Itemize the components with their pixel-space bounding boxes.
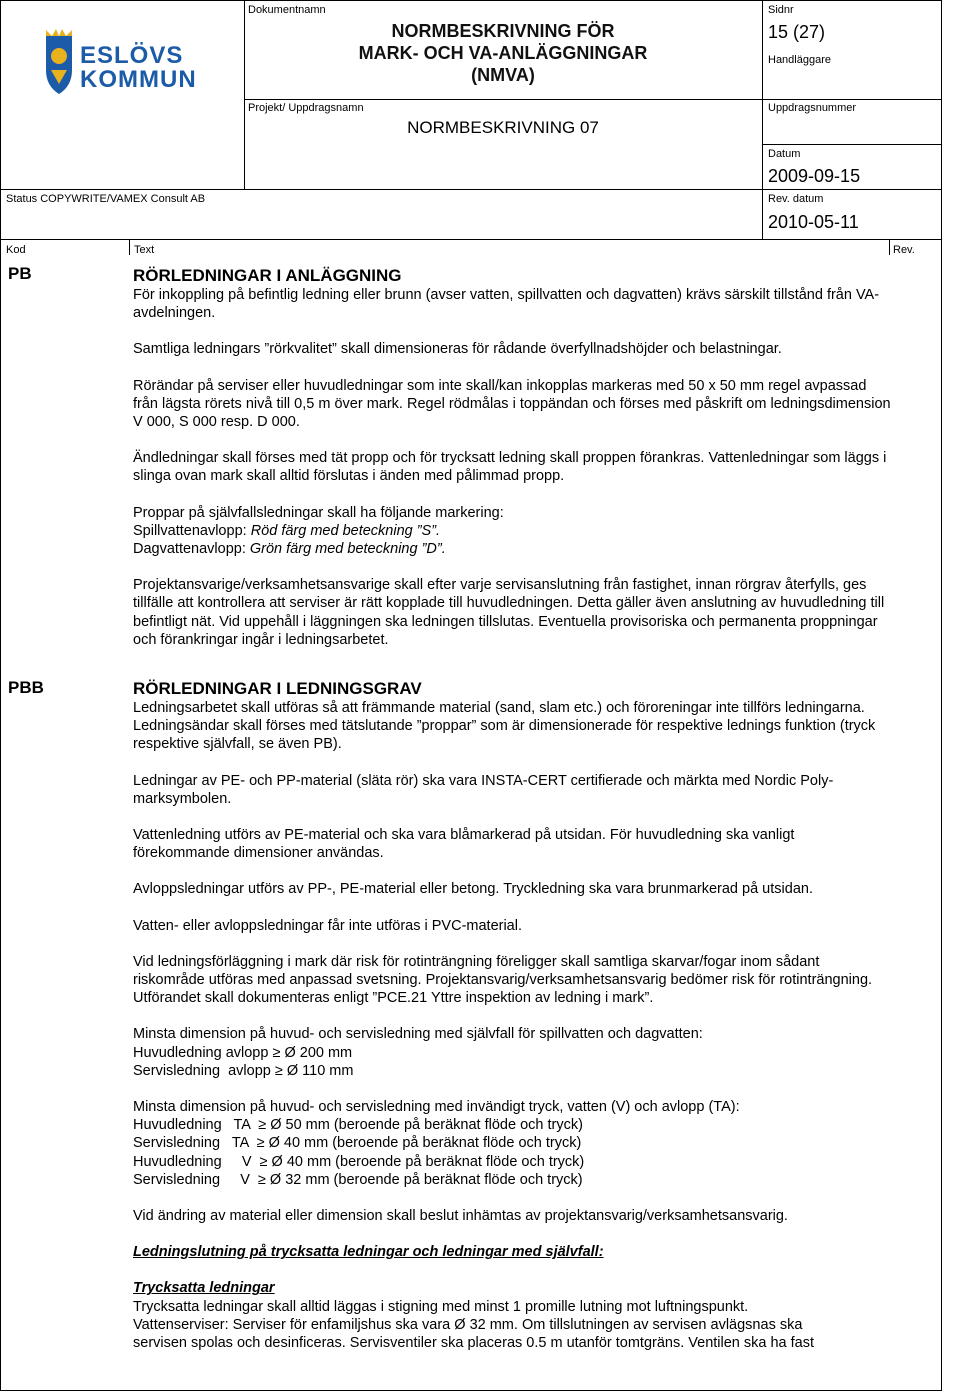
header-right-border — [941, 0, 942, 1391]
dag-label: Dagvattenavlopp: — [133, 541, 250, 558]
section-code-pbb: PBB — [8, 678, 44, 697]
header-divider-datum — [762, 144, 942, 145]
pb-paragraph-5-dag — [133, 540, 893, 558]
pbb-paragraph-8-line-1: Huvudledning TA ≥ Ø 50 mm (beroende på beräknat flöde och tryck) — [133, 1117, 583, 1134]
pbb-paragraph-8-line-4: Servisledning V ≥ Ø 32 mm (beroende på beräknat flöde och tryck) — [133, 1171, 583, 1188]
pbb-subheading-lutning: Ledningslutning på trycksatta ledningar och ledningar med självfall: — [133, 1244, 604, 1261]
pbb-paragraph-8-line-3: Huvudledning V ≥ Ø 40 mm (beroende på beräknat flöde och tryck) — [133, 1153, 585, 1170]
status-text: Status COPYWRITE/VAMEX Consult AB — [6, 193, 206, 205]
projekt-label: Projekt/ Uppdragsnamn — [248, 102, 364, 114]
title-line-2: MARK- OCH VA-ANLÄGGNINGAR — [358, 43, 648, 63]
uppdragsnummer-label: Uppdragsnummer — [768, 102, 857, 114]
dag-value: Grön färg med beteckning ”D”. — [249, 541, 446, 558]
spill-value: Röd färg med beteckning ”S”. — [250, 522, 441, 539]
header-divider-handlaggare — [762, 99, 942, 100]
pbb-paragraph-5: Vatten- eller avloppsledningar får inte utföras i PVC-material. — [133, 917, 523, 934]
section-pbb — [133, 678, 893, 1352]
pbb-paragraph-10-line-2: Vattenserviser: Serviser för enfamiljshus ska vara Ø 32 mm. Om tillslutningen av servisen avlägsnas ska — [133, 1316, 803, 1333]
pbb-paragraph-2: Ledningar av PE- och PP-material (släta rör) ska vara INSTA-CERT certifierade och märkta med Nordic Poly-marksymbolen. — [133, 772, 834, 807]
pbb-paragraph-7-line-2: Servisledning avlopp ≥ Ø 110 mm — [133, 1062, 354, 1079]
pbb-paragraph-8-line-2: Servisledning TA ≥ Ø 40 mm (beroende på beräknat flöde och tryck) — [133, 1135, 582, 1152]
pb-heading: RÖRLEDNINGAR I ANLÄGGNING — [133, 266, 402, 285]
pbb-heading: RÖRLEDNINGAR I LEDNINGSGRAV — [133, 679, 422, 698]
sidnr-value: 15 (27) — [768, 22, 826, 42]
pbb-paragraph-7-line-1: Huvudledning avlopp ≥ Ø 200 mm — [133, 1044, 353, 1061]
pbb-paragraph-10-line-1: Trycksatta ledningar skall alltid läggas i stigning med minst 1 promille lutning mot luftningspunkt. — [133, 1298, 749, 1315]
handlaggare-label: Handläggare — [768, 54, 831, 66]
header-bottom-border — [0, 239, 942, 240]
kod-column-divider — [129, 240, 130, 255]
header-col-title — [762, 0, 763, 240]
pb-paragraph-5-spill — [133, 522, 893, 540]
rev-column-divider — [889, 240, 890, 255]
datum-label: Datum — [768, 148, 801, 160]
pb-paragraph-6: Projektansvarige/verksamhetsansvarige skall efter varje servisanslutning från fastighet, innan rörgrav återfylls, ges tillfälle att kontrollera att serviser är rätt kopplade till huvudledningen. Detta gäller även anslutning av huvudledning till befintligt nät. Vid uppehåll i läggningen ska ledningen tillslutas. Eventuella provisoriska och permanenta proppningar och förankringar ingår i ledningsarbetet. — [133, 577, 885, 648]
header-top-border — [0, 0, 942, 1]
kod-column-header: Kod — [6, 244, 26, 256]
header-col-logo — [244, 0, 245, 190]
logo-text-line2: KOMMUN — [80, 66, 197, 93]
crest-icon — [46, 29, 72, 94]
pb-paragraph-4: Ändledningar skall förses med tät propp och för trycksatt ledning skall proppen förankras. Vattenledningar som läggs i slinga ovan mark skall alltid förslutas i änden med pålimmad propp. — [133, 450, 887, 485]
pbb-paragraph-9: Vid ändring av material eller dimension skall beslut inhämtas av projektansvarig/verksamhetsansvarig. — [133, 1208, 788, 1225]
dokumentnamn-label: Dokumentnamn — [248, 4, 326, 16]
sidnr-label: Sidnr — [768, 4, 794, 16]
pbb-paragraph-8-intro: Minsta dimension på huvud- och servisledning med invändigt tryck, vatten (V) och avlopp (TA): — [133, 1099, 740, 1116]
section-code-pb: PB — [8, 264, 32, 283]
pb-paragraph-5-intro: Proppar på självfallsledningar skall ha följande markering: — [133, 504, 504, 521]
pbb-paragraph-3: Vattenledning utförs av PE-material och ska vara blåmarkerad på utsidan. För huvudledning ska vanligt förekommande dimensioner användas. — [133, 827, 795, 862]
pbb-paragraph-1: Ledningsarbetet skall utföras så att främmande material (sand, slam etc.) och föroreningar inte tillförs ledningarna. Ledningsändar skall förses med tätslutande ”proppar” som är dimensionerade för respektive lednings funktion (tryck respektive självfall, se även PB). — [133, 700, 876, 753]
pb-paragraph-2: Samtliga ledningars ”rörkvalitet” skall dimensioneras för rådande överfyllnadshöjder och belastningar. — [133, 341, 782, 358]
section-pb — [133, 265, 893, 649]
pbb-paragraph-10-line-3: servisen spolas och desinficeras. Servisventiler ska placeras 0.5 m utanför tomtgräns. Ventilen ska ha fast — [133, 1335, 815, 1352]
projekt-value: NORMBESKRIVNING 07 — [407, 118, 599, 137]
document-title — [246, 20, 760, 86]
pbb-paragraph-7-intro: Minsta dimension på huvud- och servisledning med självfall för spillvatten och dagvatten: — [133, 1026, 703, 1043]
header-left-border — [0, 0, 1, 1391]
datum-value: 2009-09-15 — [768, 166, 861, 186]
rev-column-header: Rev. — [893, 244, 915, 256]
pbb-paragraph-4: Avloppsledningar utförs av PP-, PE-material eller betong. Tryckledning ska vara brunmarkerad på utsidan. — [133, 881, 813, 898]
pbb-paragraph-6: Vid ledningsförläggning i mark där risk för rotinträngning föreligger skall samtliga skarvar/fogar inom sådant riskområde utföras med anpassad svetsning. Projektansvarig/verksamhetsansvarig bedömer risk för rotinträngning. Utförandet skall dokumenteras enligt ”PCE.21 Yttre inspektion av ledning i mark”. — [133, 953, 873, 1007]
title-line-1: NORMBESKRIVNING FÖR — [391, 21, 615, 41]
title-line-3: (NMVA) — [471, 65, 535, 85]
revdatum-value: 2010-05-11 — [768, 212, 859, 232]
pb-paragraph-1: För inkoppling på befintlig ledning eller brunn (avser vatten, spillvatten och dagvatten) krävs särskilt tillstånd från VA-avdelningen. — [133, 287, 880, 322]
pbb-subheading-trycksatta: Trycksatta ledningar — [133, 1280, 275, 1297]
revdatum-label: Rev. datum — [768, 193, 824, 205]
spill-label: Spillvattenavlopp: — [133, 522, 251, 539]
pb-paragraph-3: Rörändar på serviser eller huvudledningar som inte skall/kan inkopplas markeras med 50 x 50 mm regel avpassad från lägsta rörets nivå till 0,5 m över mark. Regel rödmålas i toppändan och förses med påskrift om ledningsdimension V 000, S 000 resp. D 000. — [133, 377, 891, 431]
page-bottom-border — [0, 1390, 942, 1391]
logo-text-line1: ESLÖVS — [80, 42, 184, 69]
header-divider-status — [0, 189, 942, 190]
text-column-header: Text — [134, 244, 155, 256]
